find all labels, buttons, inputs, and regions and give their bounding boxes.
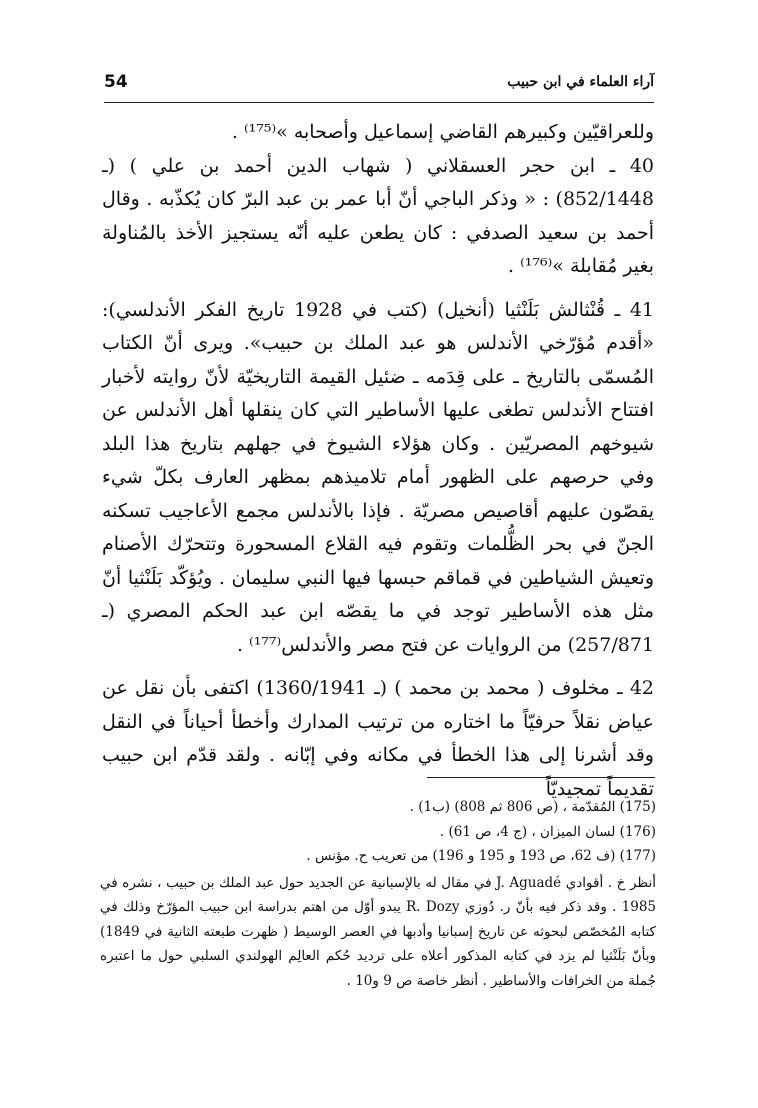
footnotes — [100, 795, 656, 993]
paragraph-40: 40 ـ ابن حجر العسقلاني ( شهاب الدين أحمد بن علي ) (ـ 852/1448) : « وذكر الباجي أنّ أبا عمر بن عبد البرّ كان يُكذّبه . وقال أحمد بن سعيد الصدفي : كان يطعن عليه أنّه يستجيز الأخذ بالمُناولة بغير مُقابلة »⁽¹⁷⁶⁾ . — [102, 154, 654, 277]
footnote-176: (176) لسان الميزان ، (ج 4، ص 61) . — [439, 823, 656, 840]
footnote-175: (175) المُقدّمة ، (ص 806 ثم 808) (ب1) . — [409, 799, 656, 815]
running-title: آراء العلماء في ابن حبيب — [507, 74, 654, 90]
footnote-177: (177) (ف 62، ص 193 و 195 و 196) من تعريب ح. مؤنس . — [306, 848, 656, 864]
main-text — [102, 116, 654, 806]
paragraph-42: 42 ـ مخلوف ( محمد بن محمد ) (ـ 1360/1941) اكتفى بأن نقل عن عياض نقلاً حرفيّاً ما اختاره من ترتيب المدارك وأخطأ أحياناً في النقل وقد أشرنا إلى هذا الخطأ في مكانه وفي إبّانه . ولقد قدّم ابن حبيب تقديماً تمجيديّاً — [102, 677, 654, 800]
paragraph-41: 41 ـ قُنْثالش بَلَنْثيا (أنخيل) (كتب في 1928 تاريخ الفكر الأندلسي): «أقدم مُؤرّخي الأندلس هو عبد الملك بن حبيب». ويرى أنّ الكتاب المُسمّى بالتاريخ ـ على قِدَمه ـ ضئيل القيمة التاريخيّة لأنّ روايته لأخبار افتتاح الأندلس تطغى عليها الأساطير التي كان ينقلها أهل الأندلس عن شيوخهم المصريّين . وكان هؤلاء الشيوخ في جهلهم بتاريخ هذا البلد وفي حرصهم على الظهور أمام تلاميذهم بمظهر العارف بكلّ شيء يقصّون عليهم أقاصيص مصريّة . فإذا بالأندلس مجمع الأعاجيب تسكنه الجنّ في بحر الظُّلمات وتقوم فيه القلاع المسحورة وتتحرّك الأصنام وتعيش الشياطين في قماقم حبسها فيها النبي سليمان . ويُؤكّد بَلَنْثيا أنّ مثل هذه الأساطير توجد في ما يقصّه ابن عبد الحكم المصري (ـ 257/871) من الروايات عن فتح مصر والأندلس⁽¹⁷⁷⁾ . — [102, 298, 654, 656]
paragraph-continuation: وللعراقيّين وكبيرهم القاضي إسماعيل وأصحابه »⁽¹⁷⁵⁾ . — [231, 121, 654, 143]
footnote-note: أنظر خ . أقوادي J. Aguadé في مقال له بالإسبانية عن الجديد حول عبد الملك بن حبيب ، نشره في 1985 . وقد ذكر فيه بأنّ ر. دُوزي R. Dozy يبدو أوّل من اهتم بدراسة ابن حبيب المؤرّخ وذلك في كتابه المُخصّص لبحوثه عن تاريخ إسبانيا وأدبها في العصر الوسيط ( ظهرت طبعته الثانية في 1849) وبأنّ بَلَنْثيا لم يزد في كتابه المذكور أعلاه على ترديد حُكم العالِم الهولندي السلبي حول ما اعتبره جُملة من الخرافات والأساطير . أنظر خاصة ص 9 و10 . — [100, 874, 656, 989]
page-number: 54 — [104, 72, 128, 92]
footnote-divider — [427, 777, 655, 778]
page-header — [104, 68, 654, 103]
